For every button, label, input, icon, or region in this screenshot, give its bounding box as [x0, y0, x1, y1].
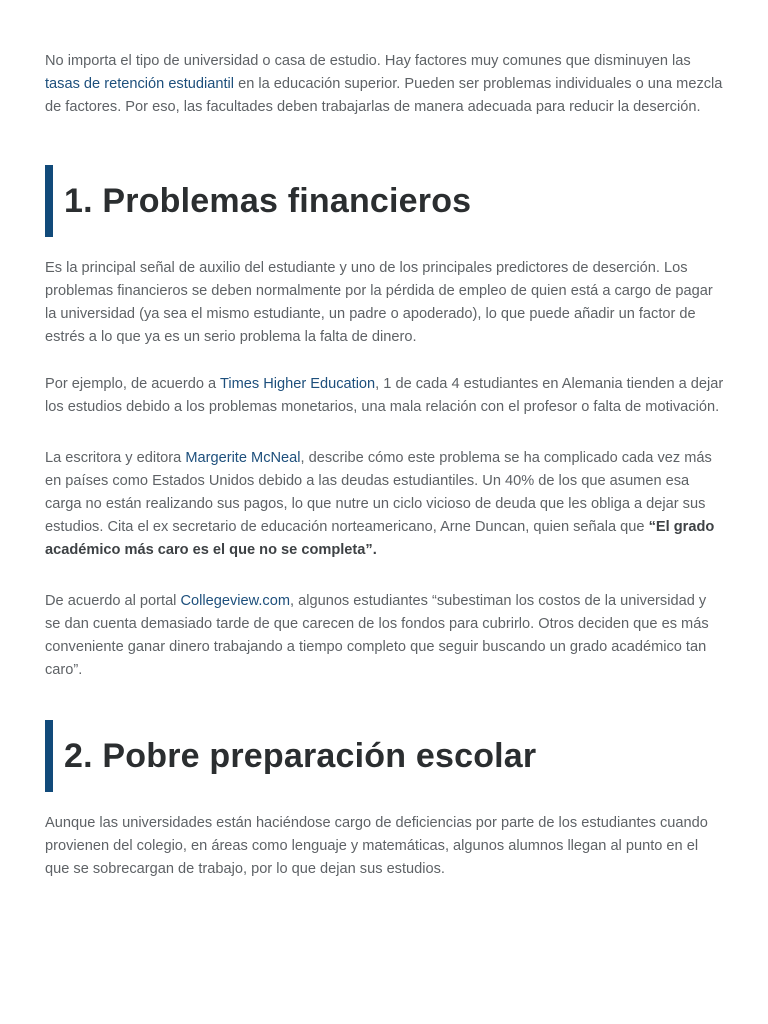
- times-higher-education-link[interactable]: Times Higher Education: [219, 376, 376, 392]
- financial-paragraph-1: Es la principal señal de auxilio del estudiante y uno de los principales predictores de deserción. Los problemas financieros se deben normalmente por la pérdida de empleo de quien está a cargo de pagar la universidad (ya sea el mismo estudiante, un padre o apoderado), lo que puede añadir un factor de estrés a lo que ya es un serio problema la falta de dinero.: [45, 260, 713, 345]
- retention-rates-link[interactable]: tasas de retención estudiantil: [45, 76, 235, 92]
- paragraph-text: De acuerdo al portal: [45, 593, 181, 609]
- paragraph-text: , 1 de cada 4 estudiantes en Alemania tienden a dejar los estudios debido a los problemas monetarios, una mala relación con el profesor o falta de motivación.: [45, 376, 724, 415]
- preparation-paragraph-1: Aunque las universidades están haciéndose cargo de deficiencias por parte de los estudiantes cuando provienen del colegio, en áreas como lenguaje y matemáticas, algunos alumnos llegan al punto en el que se sobrecargan de trabajo, por lo que dejan sus estudios.: [45, 815, 708, 877]
- bold-quote: “El grado académico más caro es el que no se completa”.: [45, 519, 715, 558]
- section-heading-text: 2. Pobre preparación escolar: [64, 737, 537, 775]
- collegeview-link[interactable]: Collegeview.com: [180, 593, 290, 609]
- financial-paragraph-2: [45, 373, 725, 419]
- article-body: [45, 50, 725, 881]
- section-heading-preparation: [45, 720, 725, 792]
- financial-paragraph-3: [45, 447, 725, 562]
- paragraph-text: La escritora y editora: [45, 450, 186, 466]
- paragraph-text: , describe cómo este problema se ha complicado cada vez más en países como Estados Unidos debido a las deudas estudiantiles. Un 40% de los que asumen esa carga no están realizando sus pagos, lo que nutre un ciclo vicioso de deuda que les obliga a dejar sus estudios. Cita el ex secretario de educación norteamericano, Arne Duncan, quien señala que: [45, 450, 712, 535]
- section-heading-text: 1. Problemas financieros: [64, 182, 472, 220]
- intro-text-before: No importa el tipo de universidad o casa de estudio. Hay factores muy comunes que disminuyen las: [45, 53, 691, 69]
- paragraph-text: , algunos estudiantes “subestiman los costos de la universidad y se dan cuenta demasiado tarde de que carecen de los fondos para cubrirlo. Otros deciden que es más conveniente ganar dinero trabajando a tiempo completo que seguir buscando un grado académico tan caro”.: [45, 593, 709, 678]
- heading-accent-bar: [45, 720, 53, 792]
- financial-paragraph-4: [45, 590, 725, 682]
- intro-paragraph: [45, 50, 725, 119]
- heading-accent-bar: [45, 165, 53, 237]
- paragraph-text: Por ejemplo, de acuerdo a: [45, 376, 220, 392]
- margerite-mcneal-link[interactable]: Margerite McNeal: [185, 450, 301, 466]
- intro-text-after: en la educación superior. Pueden ser problemas individuales o una mezcla de factores. Por eso, las facultades deben trabajarlas de manera adecuada para reducir la deserción.: [45, 76, 723, 115]
- section-heading-financial: [45, 165, 725, 237]
